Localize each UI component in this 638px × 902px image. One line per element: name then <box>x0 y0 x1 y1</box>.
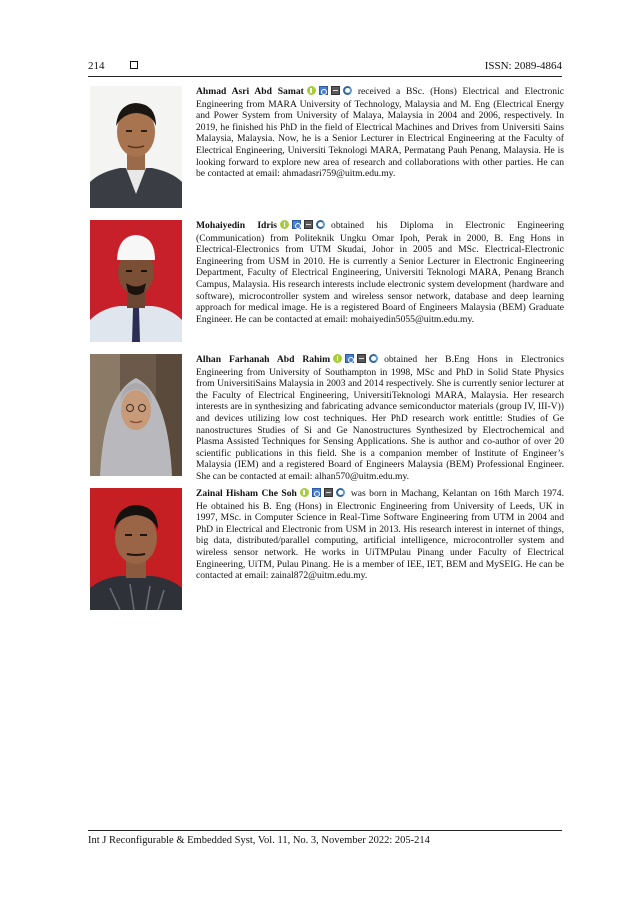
author-name: Mohaiyedin Idris <box>196 220 278 231</box>
author-photo-2-image <box>90 220 182 342</box>
author-name: Ahmad Asri Abd Samat <box>196 86 304 97</box>
author-photo-3 <box>90 354 182 476</box>
publons-icon[interactable] <box>369 354 378 363</box>
author-name: Alhan Farhanah Abd Rahim <box>196 354 331 365</box>
page-header <box>88 58 562 74</box>
author-photo-4 <box>90 488 182 610</box>
author-profile-icons <box>307 86 355 99</box>
orcid-icon[interactable] <box>300 488 309 497</box>
author-bio-description: obtained his Diploma in Electronic Engineering (Communication) from Politeknik Ungku Omar Ipoh, Perak in 2000, B. Eng Hons in Electrical-Electronics from UTM Skudai, Johor in 2005 and MSc. Electrical-Electronic Engineering from USM in 2010. He is currently a Senior Lecturer in Electronic Engineering Department, Faculty of Electrical Engineering, Universiti Teknologi MARA, Penang Branch Campus, Malaysia. His research interests include electronic system development (hardware and software), microcontroller system and wireless sensor network, database and deep learning approach for medical image. He is a registered Board of Engineers Malaysia (BEM) Graduate Engineer. He can be contacted at email: mohaiyedin5055@uitm.edu.my. <box>196 220 564 325</box>
google-scholar-icon[interactable] <box>312 488 321 497</box>
author-bio-3-text <box>196 354 564 483</box>
scopus-icon[interactable] <box>324 488 333 497</box>
scopus-icon[interactable] <box>357 354 366 363</box>
author-bio-description: obtained her B.Eng Hons in Electronics Engineering from University of Southampton in 1998, MSc and PhD in Solid State Physics from UniversitiSains Malaysia in 2003 and 2014 respectively. She is currently senior lecturer at the Faculty of Electrical Engineering, UniversitiTeknologi MARA, Malaysia. Her research interests are in synthesizing and fabricating advance semiconductor materials (group IV, III-V)) and devices utilizing low cost techniques. Her PhD research work entittle: Studies of Ge nanostructures Studies of Si and Ge Nanostructures Synthesized by Electrochemical and Plasma Assisted Techniques for Sensing Applications. She is author and co-author of over 20 scientific publications in this field. She is a companion member of Institute of Engineer’s Malaysia (IEM) and a registered Board of Engineers Malaysia (BEM) Professional Engineer. She can be contacted at email: alhan570@uitm.edu.my. <box>196 354 564 482</box>
orcid-icon[interactable] <box>333 354 342 363</box>
publons-icon[interactable] <box>316 220 325 229</box>
author-photo-1 <box>90 86 182 208</box>
google-scholar-icon[interactable] <box>319 86 328 95</box>
author-bio-description: was born in Machang, Kelantan on 16th March 1974. He obtained his B. Eng (Hons) in Electronic Engineering from University of Leeds, UK in 1997, MSc. in Computer Science in Real-Time Software Engineering from UTM in 2004 and PhD in Electrical and Electronic from USM in 2013. His research interest in internet of things, big data, distributed/parallel computing, artificial intelligence, microcontroller system and wireless sensor network. He works in UiTMPulau Pinang under Faculty of Electrical Engineering, UiTM, Pulau Pinang. He is a member of IEE, IET, BEM and MySEIG. He can be contacted at email: zainal872@uitm.edu.my. <box>196 488 564 582</box>
author-bio-4-text <box>196 488 564 582</box>
header-rule <box>88 76 562 77</box>
journal-citation: Int J Reconfigurable & Embedded Syst, Vol. 11, No. 3, November 2022: 205-214 <box>88 835 430 846</box>
publons-icon[interactable] <box>343 86 352 95</box>
orcid-icon[interactable] <box>307 86 316 95</box>
author-photo-1-image <box>90 86 182 208</box>
author-profile-icons <box>280 220 328 233</box>
footer-rule <box>88 830 562 831</box>
scopus-icon[interactable] <box>304 220 313 229</box>
page-number: 214 <box>88 60 105 72</box>
author-name: Zainal Hisham Che Soh <box>196 488 297 499</box>
author-profile-icons <box>300 488 348 501</box>
google-scholar-icon[interactable] <box>292 220 301 229</box>
author-profile-icons <box>333 354 381 367</box>
issn-label: ISSN: 2089-4864 <box>484 60 562 72</box>
scopus-icon[interactable] <box>331 86 340 95</box>
author-bio-2-text <box>196 220 564 325</box>
author-bio-1-text <box>196 86 564 180</box>
square-bullet-icon <box>130 61 138 69</box>
google-scholar-icon[interactable] <box>345 354 354 363</box>
author-photo-3-image <box>90 354 182 476</box>
author-photo-4-image <box>90 488 182 610</box>
author-photo-2 <box>90 220 182 342</box>
orcid-icon[interactable] <box>280 220 289 229</box>
author-bio-description: received a BSc. (Hons) Electrical and Electronic Engineering from MARA University of Technology, Malaysia and M. Eng (Electrical Energy and Power System from University of Malaya, Malaysia in 2004 and 2006, respectively. In 2019, he finished his PhD in the field of Electrical Machines and Drives from Universiti Sains Malaysia, Malaysia. Now, he is a Senior Lecturer in Electrical Engineering at the Faculty of Electrical Engineering, Universiti Teknologi MARA, Permatang Pauh Penang, Malaysia. He is looking forward to explore new area of research and collaborations with other parties. He can be contacted at email: ahmadasri759@uitm.edu.my. <box>196 86 565 180</box>
publons-icon[interactable] <box>336 488 345 497</box>
